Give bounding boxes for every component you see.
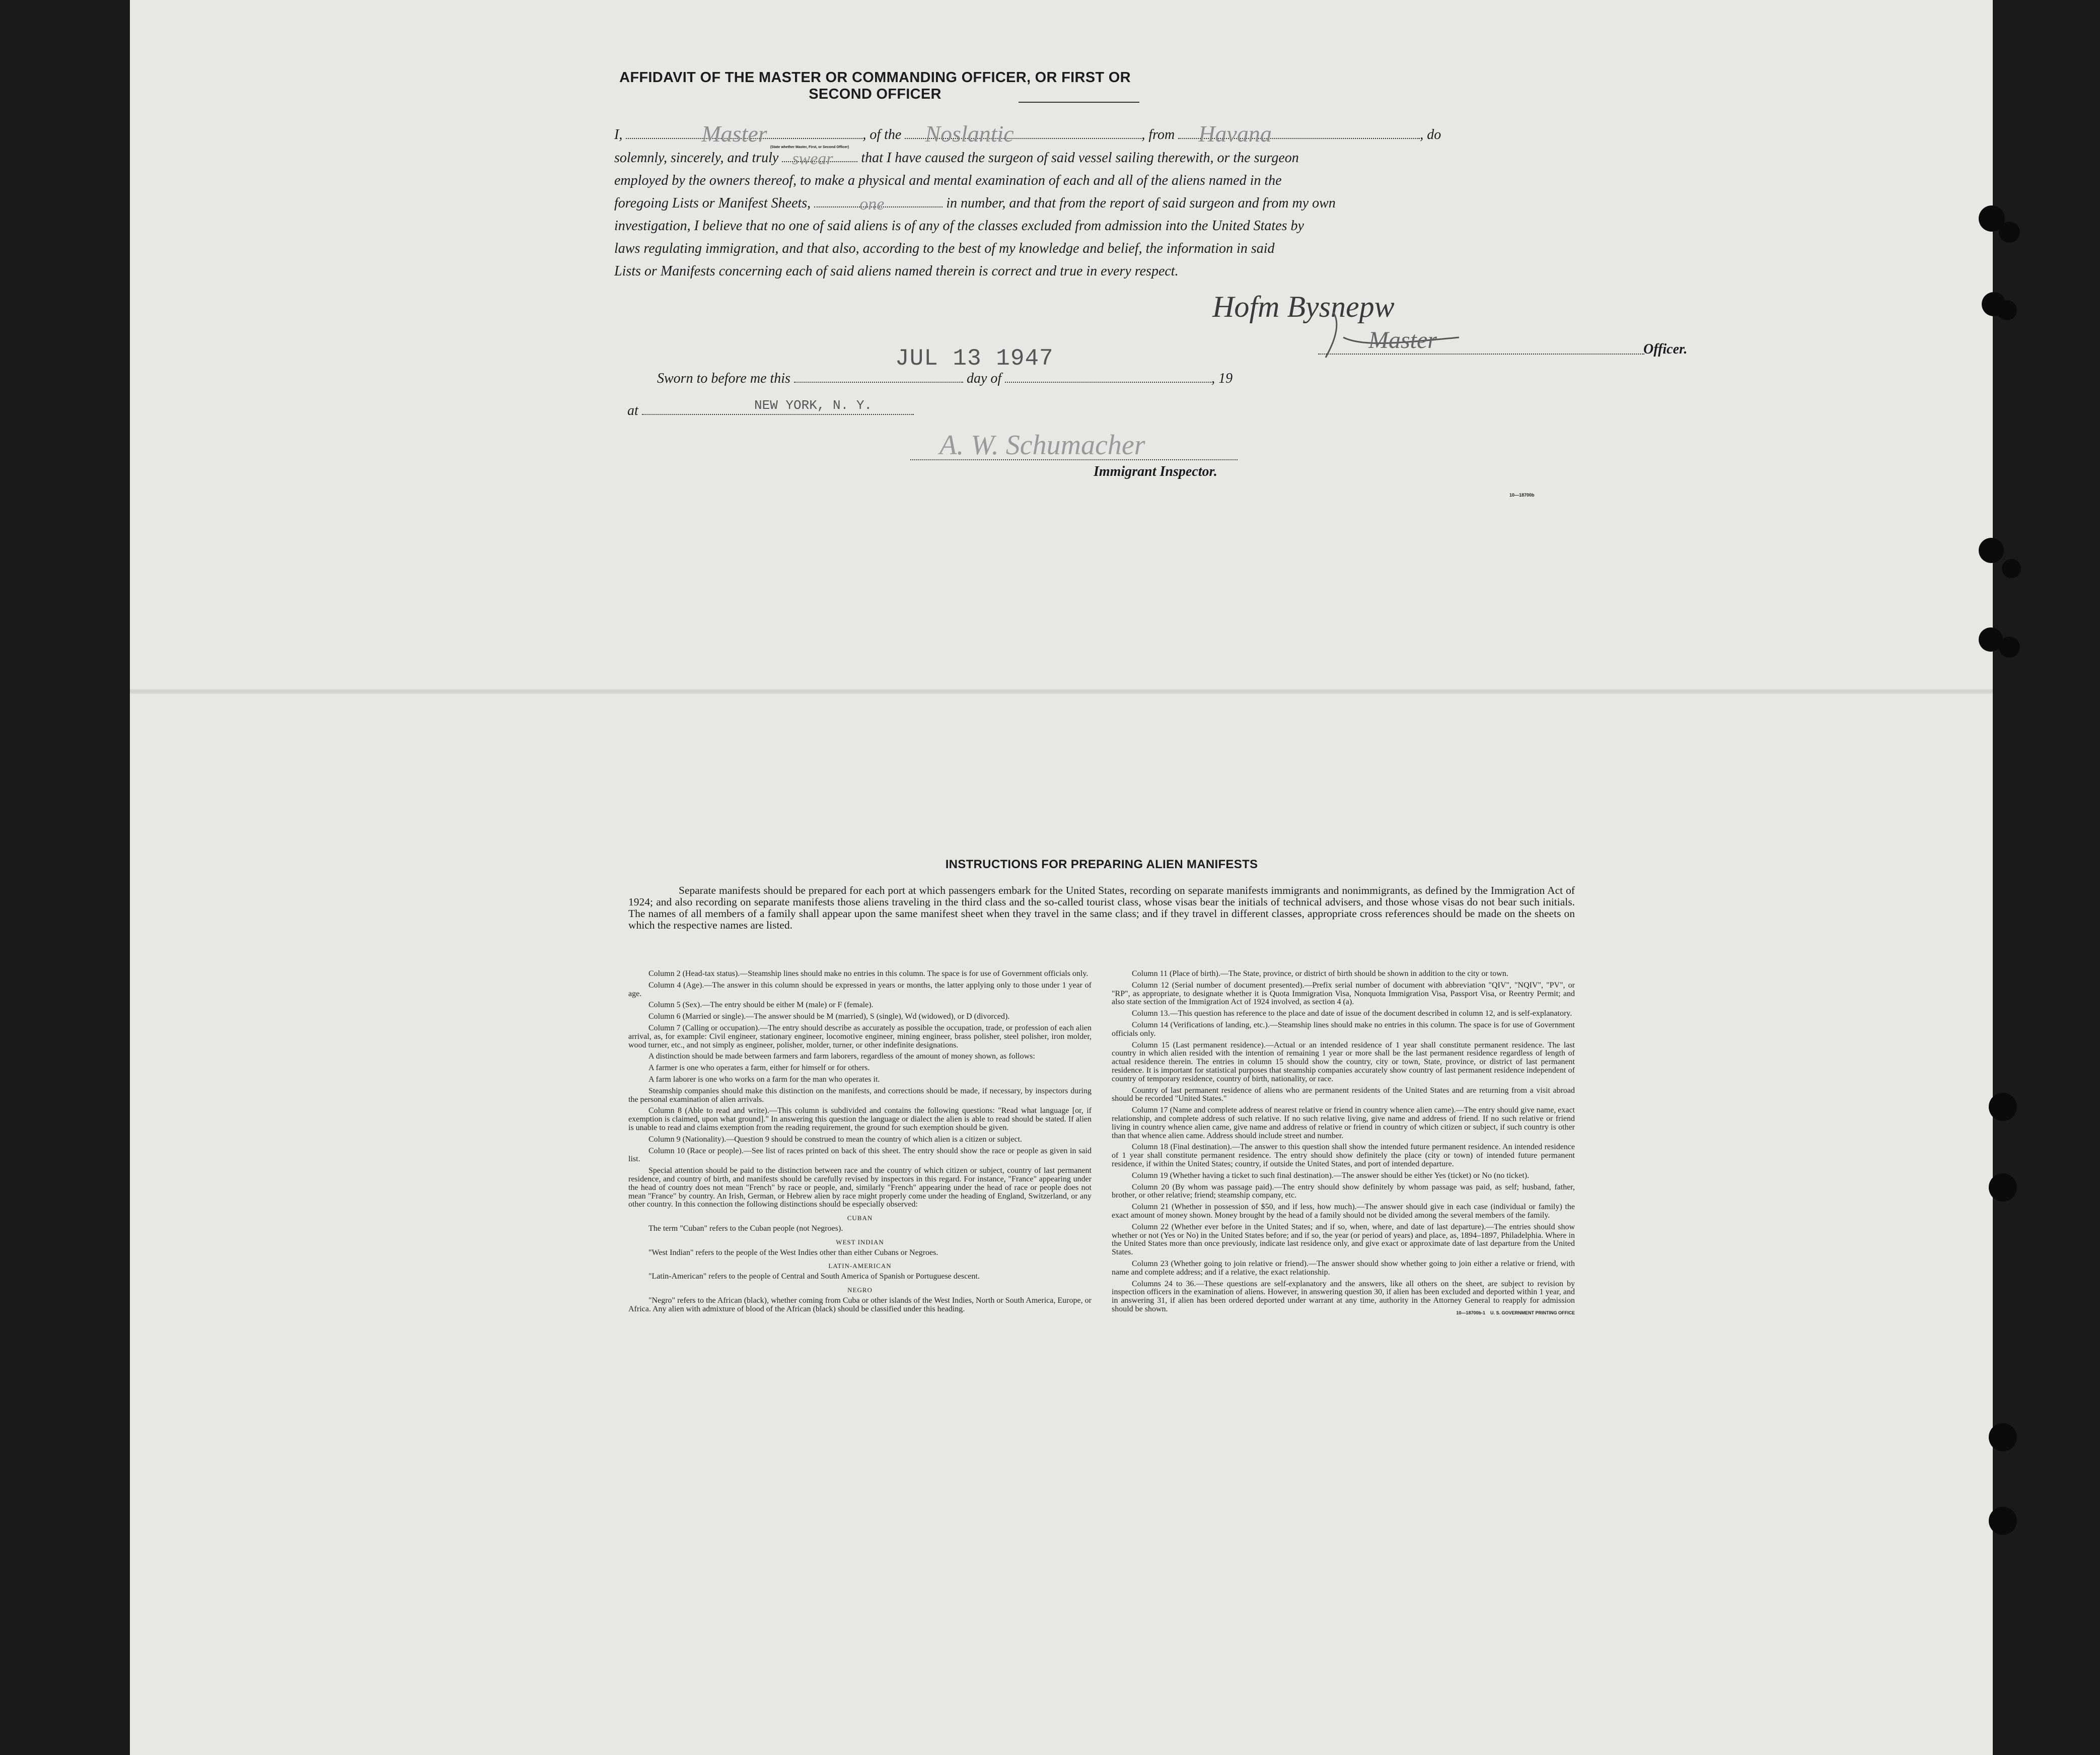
of-the-label: , of the — [862, 127, 902, 143]
right-para: Column 18 (Final destination).—The answer to this question shall show the intended future permanent residence. An intended residence of 1 year shall constitute permanent residence. The entry should show definitely the place (city or town) of intended future permanent residence, if within the United States; country, if outside the United States, and port of intended departure. — [1112, 1143, 1575, 1168]
sworn-day-field — [794, 382, 963, 383]
right-para: Country of last permanent residence of aliens who are permanent residents of the United States and are returning from a visit abroad should be recorded "United States." — [1112, 1086, 1575, 1103]
punch-hole — [1999, 222, 2020, 243]
right-para: Column 20 (By whom was passage paid).—The entry should show definitely by whom passage was paid, as self; husband, father, brother, or other relative; friend; steamship company, etc. — [1112, 1182, 1575, 1200]
day-of-label: day of — [966, 371, 1002, 386]
latin-american-text: "Latin-American" refers to the people of Central and South America of Spanish or Portuguese descent. — [648, 1272, 980, 1281]
left-para: A distinction should be made between farmers and farm laborers, regardless of the amount of money shown, as follows: — [648, 1052, 1035, 1061]
handwritten-rank: Master — [701, 121, 767, 147]
year-label: , 19 — [1211, 371, 1233, 386]
left-para: Column 4 (Age).—The answer in this column should be expressed in years or months, the latter applying only to those under 1 year of age. — [628, 980, 1092, 998]
affidavit-line-1 — [614, 121, 1697, 147]
page-fold — [130, 689, 1993, 694]
affidavit-line-4 — [614, 192, 1722, 215]
left-para: Column 8 (Able to read and write).—This column is subdivided and contains the following questions: "Read what language [or, if exemption is claimed, upon what ground]." In answering this question the language or dialect the alien is able to read should be stated. If alien is unable to read and claims exemption from the reading requirement, the ground for such exemption should be given. — [628, 1106, 1092, 1132]
footer-form-number: 10—18700b-1 — [1456, 1310, 1485, 1315]
punch-hole — [1999, 637, 2020, 658]
left-para: Special attention should be paid to the distinction between race and the country of which citizen or subject, country of last permanent residence, and country of birth, and manifests should be carefully revised by inspectors in this regard. For instance, "France" appearing under the head of country does not mean "French" by race or people, and, similarly "French" appearing under the head of race or people does not mean "France" by country. An Irish, German, or Hebrew alien by race might properly come under the heading of England, Switzerland, or any other country. In this connection the following distinctions should be especially observed: — [628, 1166, 1092, 1209]
right-para: Column 15 (Last permanent residence).—Actual or an intended residence of 1 year shall constitute permanent residence. The last country in which alien resided with the intention of remaining 1 year or more shall be the last permanent residence regardless of length of actual residence therein. The entries in column 15 should show the country, city or town, State, province, or district of last permanent residence. It is important for statistical purposes that steamship companies accurately show country of last permanent residence independent of country of temporary residence, country of birth, nationality, or race. — [1112, 1040, 1575, 1083]
line4-end: in number, and that from the report of said surgeon and from my own — [946, 195, 1336, 211]
inspector-label: Immigrant Inspector. — [1094, 464, 1217, 479]
affidavit-line-2 — [614, 147, 1697, 169]
sworn-line — [657, 368, 1233, 390]
handwritten-swear: swear — [792, 150, 833, 168]
heading-west-indian: WEST INDIAN — [836, 1238, 884, 1246]
inspector-signature: A. W. Schumacher — [939, 430, 1145, 461]
left-para: Column 7 (Calling or occupation).—The entry should describe as accurately as possible the occupation, trade, or profession of each alien arrival, as, for example: Civil engineer, stationary engineer, locomotive engineer, mining engineer, brass polisher, steel polisher, iron molder, wood turner, etc., and not simply as engineer, polisher, molder, turner, or other indefinite designations. — [628, 1023, 1092, 1049]
left-para: Column 10 (Race or people).—See list of races printed on back of this sheet. The entry should show the race or people as given in said list. — [628, 1146, 1092, 1164]
left-para: A farmer is one who operates a farm, either for himself or for others. — [648, 1064, 870, 1073]
line4-start: foregoing Lists or Manifest Sheets, — [614, 195, 811, 211]
instructions-title: INSTRUCTIONS FOR PREPARING ALIEN MANIFESTS — [945, 858, 1258, 871]
affidavit-title: AFFIDAVIT OF THE MASTER OR COMMANDING OFFICER, OR FIRST OR SECOND OFFICER — [619, 69, 1131, 102]
handwritten-count: one — [859, 195, 885, 214]
left-para: Column 6 (Married or single).—The answer should be M (married), S (single), Wd (widowed), or D (divorced). — [648, 1012, 1010, 1021]
affidavit-line-5: investigation, I believe that no one of said aliens is of any of the classes excluded from admission into the United States by — [614, 218, 1304, 234]
heading-negro: NEGRO — [847, 1286, 873, 1294]
left-para: Column 2 (Head-tax status).—Steamship lines should make no entries in this column. The space is for use of Government officials only. — [648, 969, 1089, 978]
inspector-line — [910, 459, 1238, 460]
master-signature: Hofm Bysnepw — [1212, 290, 1395, 323]
punch-hole — [1997, 300, 2017, 320]
manifest-page — [130, 0, 1993, 1755]
negro-text: "Negro" refers to the African (black), whether coming from Cuba or other islands of the West Indies, North or South America, Europe, or Africa. Any alien with admixture of blood of the African (black) should be classified under this heading. — [628, 1296, 1092, 1313]
count-field — [814, 195, 943, 214]
left-para: Column 5 (Sex).—The entry should be either M (male) or F (female). — [648, 1001, 874, 1010]
punch-hole — [1989, 1423, 2017, 1451]
affidavit-line-7: Lists or Manifests concerning each of said aliens named therein is correct and true in every respect. — [614, 263, 1179, 279]
right-para: Column 11 (Place of birth).—The State, province, or district of birth should be shown in addition to the city or town. — [1132, 969, 1508, 978]
handwritten-port: Havana — [1198, 121, 1272, 147]
right-para: Column 14 (Verifications of landing, etc.).—Steamship lines should make no entries in this column. The space is for use of Government officials only. — [1112, 1020, 1575, 1038]
right-para: Column 17 (Name and complete address of nearest relative or friend in country whence alien came).—The entry should give name, exact relationship, and complete address of such relative. If no such relative living, give name and address of friend. If no such relative or friend living in country whence alien came, give name and address of relative or friend in country of which citizen or subject, if such country is other than that whence alien came. Address should include street and number. — [1112, 1106, 1575, 1140]
instructions-intro: Separate manifests should be prepared for each port at which passengers embark for the United States, recording on separate manifests immigrants and nonimmigrants, as defined by the Immigration Act of 1924; and also recording on separate manifests those aliens traveling in the third class and the so-called tourist class, whose visas bear the initials of technical advisers, and those whose visas do not bear such initials. The names of all members of a family shall appear upon the same manifest sheet when they travel in the same class; and if they travel in different classes, appropriate cross references should be made on the sheets on which the respective names are listed. — [628, 884, 1575, 931]
signature-line — [1318, 354, 1644, 355]
vessel-field — [905, 121, 1141, 147]
right-para: Column 19 (Whether having a ticket to such final destination).—The answer should be either Yes (ticket) or No (no ticket). — [1132, 1171, 1530, 1180]
line2-start: solemnly, sincerely, and truly — [614, 150, 779, 166]
line2-end: that I have caused the surgeon of said vessel sailing therewith, or the surgeon — [861, 150, 1299, 166]
date-stamp: JUL 13 1947 — [895, 345, 1054, 372]
port-field — [1178, 121, 1420, 147]
affidavit-form-number: 10—18700b — [1509, 493, 1535, 498]
punch-hole — [2002, 559, 2021, 578]
i-label: I, — [614, 127, 623, 143]
punch-hole — [1989, 1093, 2017, 1121]
instructions-footer — [1112, 1309, 1575, 1317]
rank-caption: (State whether Master, First, or Second Officer) — [770, 146, 849, 149]
punch-hole — [1989, 1507, 2017, 1535]
rank-field — [626, 121, 862, 147]
punch-hole — [1979, 538, 2004, 563]
sworn-label: Sworn to before me this — [657, 371, 790, 386]
punch-hole — [1989, 1173, 2017, 1202]
do-label: , do — [1420, 127, 1441, 143]
left-para: A farm laborer is one who works on a farm for the man who operates it. — [648, 1075, 880, 1084]
west-indian-text: "West Indian" refers to the people of the West Indies other than either Cubans or Negroes. — [648, 1248, 938, 1257]
heading-cuban: CUBAN — [847, 1214, 873, 1222]
from-label: , from — [1141, 127, 1175, 143]
officer-label: Officer. — [1643, 341, 1688, 357]
sworn-month-field — [1005, 382, 1211, 383]
right-para: Column 12 (Serial number of document presented).—Prefix serial number of document with abbreviation "QIV", "NQIV", "PV", or "RP", as appropriate, to designate whether it is Quota Immigration Visa, Nonquota Immigration Visa, Passport Visa, or Reentry Permit; and also state section of the Immigration Act of 1924 involved, as section 4 (a). — [1112, 980, 1575, 1007]
instructions-right-column — [1112, 970, 1575, 1317]
left-para: Column 9 (Nationality).—Question 9 should be construed to mean the country of which alien is a citizen or subject. — [648, 1135, 1023, 1144]
cuban-text: The term "Cuban" refers to the Cuban people (not Negroes). — [648, 1224, 843, 1233]
place-stamp: NEW YORK, N. Y. — [754, 398, 873, 413]
affidavit-line-3: employed by the owners thereof, to make a physical and mental examination of each and all of the aliens named in the — [614, 173, 1282, 188]
right-para: Column 22 (Whether ever before in the United States; and if so, when, where, and date of last departure).—The entries should show whether or not (Yes or No) in the United States before; and if so, the year (or period of years) and place, as, 1894–1897, Philadelphia. Where in the United States more than once previously, indicate last residence only, and give exact or approximate date of last departure from the United States. — [1112, 1222, 1575, 1257]
swear-field — [782, 150, 857, 168]
signature-title: Master — [1368, 327, 1437, 354]
left-para: Steamship companies should make this distinction on the manifests, and corrections should be made, if necessary, by inspectors during the personal examination of alien arrivals. — [628, 1086, 1092, 1104]
right-para: Column 21 (Whether in possession of $50, and if less, how much).—The answer should give in each case (individual or family) the exact amount of money shown. Money brought by the head of a family should not be divided among the several members of the family. — [1112, 1203, 1575, 1220]
right-para: Columns 24 to 36.—These questions are self-explanatory and the answers, like all others on the sheet, are subject to revision by inspection officers in the examination of aliens. However, in answering question 30, if alien has been excluded and deported within 1 year, and in answering 31, if alien has been ordered deported under warrant at any time, authority in the Attorney General to reapply for admission should be shown. — [1112, 1279, 1575, 1313]
heading-latin-american: LATIN-AMERICAN — [828, 1262, 892, 1270]
affidavit-line-6: laws regulating immigration, and that also, according to the best of my knowledge and belief, the information in said — [614, 241, 1275, 256]
footer-printer: U. S. GOVERNMENT PRINTING OFFICE — [1490, 1310, 1575, 1315]
instructions-left-column — [628, 970, 1092, 1316]
at-label: at — [627, 403, 638, 418]
at-field — [642, 414, 914, 415]
handwritten-vessel: Noslantic — [925, 121, 1014, 147]
right-para: Column 23 (Whether going to join relative or friend).—The answer should show whether going to join either a relative or friend, with name and complete address; and if a relative, the exact relationship. — [1112, 1259, 1575, 1277]
right-para: Column 13.—This question has reference to the place and date of issue of the document described in column 12, and is self-explanatory. — [1132, 1009, 1572, 1018]
title-rule — [1019, 102, 1139, 103]
